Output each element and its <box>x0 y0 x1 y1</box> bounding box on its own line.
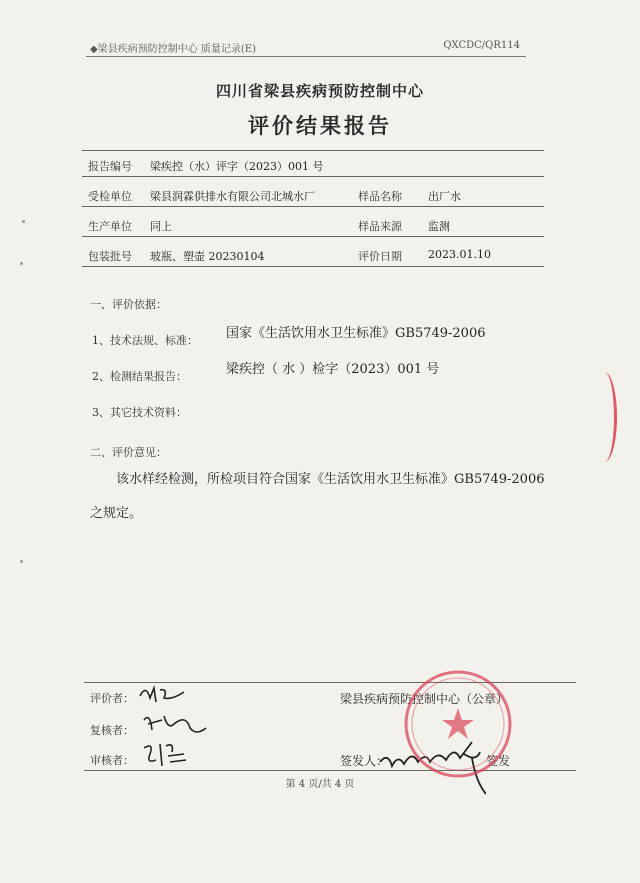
reviewer-label: 复核者： <box>90 724 134 737</box>
opinion-line-1: 该水样经检测，所检项目符合国家《生活饮用水卫生标准》GB5749-2006 <box>116 472 545 487</box>
page-footer: 第 4 页/共 4 页 <box>285 779 355 790</box>
doc-title: 评价结果报告 <box>248 113 392 138</box>
paper-speck <box>20 262 23 265</box>
report-number-label: 报告编号 <box>88 160 132 173</box>
auditor-label: 审核者： <box>90 754 134 767</box>
evaluator-signature <box>138 682 188 706</box>
basis-item1-value: 国家《生活饮用水卫生标准》GB5749-2006 <box>226 326 486 341</box>
sample-source-value: 监测 <box>428 220 450 233</box>
header-rule <box>86 56 526 57</box>
opinion-heading: 二、评价意见： <box>90 446 167 459</box>
issuer-label: 签发人： <box>340 754 389 768</box>
issue-label: 签发 <box>486 754 511 768</box>
basis-item1-label: 1、技术法规、标准： <box>92 334 198 347</box>
header-code: QXCDC/QR114 <box>443 40 520 51</box>
basis-item2-value: 梁疾控（ 水 ）检字（2023）001 号 <box>226 362 440 377</box>
sample-source-label: 样品来源 <box>358 220 402 233</box>
paper-speck <box>22 220 25 223</box>
producer-label: 生产单位 <box>88 220 132 233</box>
package-batch-value: 玻瓶、塑壶 20230104 <box>150 250 265 263</box>
org-seal-label: 梁县疾病预防控制中心（公章） <box>340 692 509 706</box>
inspected-unit-label: 受检单位 <box>88 190 132 203</box>
opinion-line-2: 之规定。 <box>90 506 143 521</box>
reviewer-signature <box>140 710 210 740</box>
paper-speck <box>20 560 23 563</box>
sample-name-label: 样品名称 <box>358 190 402 203</box>
rule-row-1 <box>82 206 544 207</box>
package-batch-label: 包装批号 <box>88 250 132 263</box>
eval-date-label: 评价日期 <box>358 250 402 263</box>
rule-report-number <box>82 176 544 177</box>
producer-value: 同上 <box>150 220 172 233</box>
header-left: ◆梁县疾病预防控制中心 质量记录(E) <box>90 44 256 55</box>
org-title: 四川省梁县疾病预防控制中心 <box>215 82 424 100</box>
auditor-signature <box>140 738 190 772</box>
basis-item2-label: 2、检测结果报告： <box>92 370 187 383</box>
rule-top <box>82 150 544 151</box>
inspected-unit-value: 梁县润霖供排水有限公司北城水厂 <box>150 190 315 203</box>
report-number-value: 梁疾控（水）评字（2023）001 号 <box>150 160 324 173</box>
rule-row-2 <box>82 236 544 237</box>
rule-row-3 <box>82 266 544 267</box>
eval-date-value: 2023.01.10 <box>428 248 491 261</box>
official-seal-icon <box>402 668 514 780</box>
sample-name-value: 出厂水 <box>428 190 461 203</box>
evaluator-label: 评价者： <box>90 692 134 705</box>
basis-heading: 一、评价依据： <box>90 298 167 311</box>
edge-stamp-mark <box>592 372 617 462</box>
basis-item3-label: 3、其它技术资料： <box>92 406 187 419</box>
